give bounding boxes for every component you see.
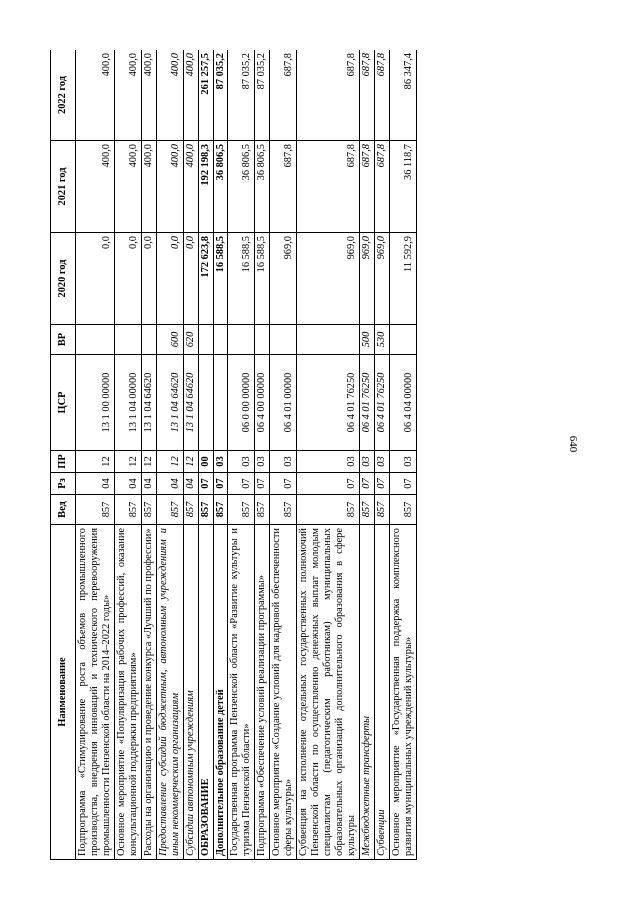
cell-2020: 16 588,5 bbox=[255, 233, 270, 325]
cell-2022: 400,0 bbox=[114, 50, 141, 141]
cell-2022: 261 257,5 bbox=[198, 50, 213, 141]
cell-csr: 06 4 01 76250 bbox=[297, 355, 360, 451]
cell-name: Субсидии автономным учреждениям bbox=[183, 525, 198, 860]
cell-vr bbox=[76, 325, 115, 355]
cell-2021: 687,8 bbox=[270, 141, 297, 233]
cell-vr: 620 bbox=[183, 325, 198, 355]
cell-rz: 04 bbox=[114, 473, 141, 495]
header-csr: ЦСР bbox=[51, 355, 76, 451]
cell-rz: 04 bbox=[156, 473, 183, 495]
cell-name: ОБРАЗОВАНИЕ bbox=[198, 525, 213, 860]
cell-pr: 03 bbox=[389, 451, 416, 473]
cell-2020: 16 588,5 bbox=[213, 233, 228, 325]
cell-pr: 12 bbox=[156, 451, 183, 473]
cell-pr: 03 bbox=[270, 451, 297, 473]
cell-name: Основное мероприятие «Создание условий для кадровой обеспеченности сферы культуры» bbox=[270, 525, 297, 860]
table-row bbox=[114, 50, 141, 860]
cell-ved: 857 bbox=[156, 495, 183, 525]
cell-2022: 400,0 bbox=[156, 50, 183, 141]
cell-pr: 03 bbox=[255, 451, 270, 473]
cell-csr: 13 1 04 00000 bbox=[114, 355, 141, 451]
cell-name: Субвенции bbox=[374, 525, 389, 860]
cell-2022: 687,8 bbox=[374, 50, 389, 141]
cell-2020: 0,0 bbox=[114, 233, 141, 325]
header-name: Наименование bbox=[51, 525, 76, 860]
cell-name: Субвенция на исполнение отдельных государственных полномочий Пензенской области по осуществлению денежных выплат молодым специалистам (педагогическим работникам) муниципальных образовательных организаций дополнительного образования в сфере культуры bbox=[297, 525, 360, 860]
header-2021: 2021 год bbox=[51, 141, 76, 233]
cell-name: Основное мероприятие «Государственная поддержка комплексного развития муниципальных учреждений культуры» bbox=[389, 525, 416, 860]
cell-pr: 03 bbox=[213, 451, 228, 473]
cell-vr bbox=[297, 325, 360, 355]
cell-2021: 400,0 bbox=[183, 141, 198, 233]
cell-vr bbox=[270, 325, 297, 355]
cell-name: Основное мероприятие «Популяризация рабочих профессий, оказание консультационной поддержки предприятиям» bbox=[114, 525, 141, 860]
header-ved: Вед bbox=[51, 495, 76, 525]
cell-pr: 03 bbox=[360, 451, 375, 473]
cell-pr: 03 bbox=[228, 451, 255, 473]
cell-2020: 969,0 bbox=[270, 233, 297, 325]
cell-vr: 600 bbox=[156, 325, 183, 355]
cell-2020: 969,0 bbox=[360, 233, 375, 325]
cell-2022: 87 035,2 bbox=[228, 50, 255, 141]
cell-2022: 687,8 bbox=[270, 50, 297, 141]
cell-2022: 687,8 bbox=[360, 50, 375, 141]
header-pr: ПР bbox=[51, 451, 76, 473]
table-header-row bbox=[51, 50, 76, 860]
cell-2020: 172 623,8 bbox=[198, 233, 213, 325]
cell-ved: 857 bbox=[183, 495, 198, 525]
cell-ved: 857 bbox=[114, 495, 141, 525]
cell-ved: 857 bbox=[297, 495, 360, 525]
cell-ved: 857 bbox=[141, 495, 156, 525]
cell-pr: 12 bbox=[183, 451, 198, 473]
cell-2020: 969,0 bbox=[374, 233, 389, 325]
cell-csr: 06 4 04 00000 bbox=[389, 355, 416, 451]
cell-rz: 07 bbox=[213, 473, 228, 495]
cell-ved: 857 bbox=[228, 495, 255, 525]
cell-name: Подпрограмма «Обеспечение условий реализации программы» bbox=[255, 525, 270, 860]
table-row bbox=[389, 50, 416, 860]
cell-pr: 12 bbox=[114, 451, 141, 473]
cell-vr bbox=[228, 325, 255, 355]
page-content bbox=[50, 50, 560, 860]
cell-name: Дополнительное образование детей bbox=[213, 525, 228, 860]
cell-2020: 11 592,9 bbox=[389, 233, 416, 325]
cell-vr bbox=[213, 325, 228, 355]
cell-2022: 687,8 bbox=[297, 50, 360, 141]
cell-rz: 07 bbox=[198, 473, 213, 495]
cell-vr bbox=[141, 325, 156, 355]
cell-vr bbox=[389, 325, 416, 355]
table-row bbox=[374, 50, 389, 860]
cell-pr: 03 bbox=[297, 451, 360, 473]
cell-vr bbox=[255, 325, 270, 355]
cell-csr: 13 1 04 64620 bbox=[141, 355, 156, 451]
cell-2022: 87 035,2 bbox=[213, 50, 228, 141]
table-row bbox=[360, 50, 375, 860]
cell-rz: 07 bbox=[255, 473, 270, 495]
cell-csr: 06 4 01 76250 bbox=[374, 355, 389, 451]
header-vr: ВР bbox=[51, 325, 76, 355]
cell-2021: 400,0 bbox=[156, 141, 183, 233]
table-row bbox=[141, 50, 156, 860]
cell-pr: 12 bbox=[76, 451, 115, 473]
cell-pr: 03 bbox=[374, 451, 389, 473]
table-row bbox=[213, 50, 228, 860]
cell-2020: 0,0 bbox=[76, 233, 115, 325]
table-body bbox=[76, 50, 417, 860]
cell-rz: 07 bbox=[360, 473, 375, 495]
cell-csr: 13 1 04 64620 bbox=[183, 355, 198, 451]
cell-vr bbox=[198, 325, 213, 355]
cell-vr bbox=[114, 325, 141, 355]
cell-2020: 0,0 bbox=[156, 233, 183, 325]
cell-2022: 87 035,2 bbox=[255, 50, 270, 141]
cell-csr: 06 0 00 00000 bbox=[228, 355, 255, 451]
table-row bbox=[183, 50, 198, 860]
cell-ved: 857 bbox=[389, 495, 416, 525]
cell-csr: 13 1 04 64620 bbox=[156, 355, 183, 451]
cell-name: Подпрограмма «Стимулирование роста объемов промышленного производства, внедрения инноваций и технического перевооружения промышленности Пензенской области на 2014–2022 годы» bbox=[76, 525, 115, 860]
cell-csr: 13 1 00 00000 bbox=[76, 355, 115, 451]
table-row bbox=[270, 50, 297, 860]
cell-name: Межбюджетные трансферты bbox=[360, 525, 375, 860]
cell-rz: 07 bbox=[297, 473, 360, 495]
cell-ved: 857 bbox=[213, 495, 228, 525]
table-row bbox=[198, 50, 213, 860]
cell-2021: 400,0 bbox=[141, 141, 156, 233]
cell-2022: 400,0 bbox=[141, 50, 156, 141]
cell-name: Государственная программа Пензенской области «Развитие культуры и туризма Пензенской области» bbox=[228, 525, 255, 860]
table-row bbox=[228, 50, 255, 860]
cell-2022: 86 347,4 bbox=[389, 50, 416, 141]
cell-2022: 400,0 bbox=[76, 50, 115, 141]
cell-rz: 07 bbox=[374, 473, 389, 495]
cell-2021: 400,0 bbox=[114, 141, 141, 233]
cell-vr: 500 bbox=[360, 325, 375, 355]
cell-csr bbox=[213, 355, 228, 451]
table-row bbox=[156, 50, 183, 860]
cell-2020: 16 588,5 bbox=[228, 233, 255, 325]
cell-name: Расходы на организацию и проведение конкурса «Лучший по профессии» bbox=[141, 525, 156, 860]
cell-2021: 36 118,7 bbox=[389, 141, 416, 233]
cell-pr: 12 bbox=[141, 451, 156, 473]
cell-ved: 857 bbox=[270, 495, 297, 525]
cell-ved: 857 bbox=[198, 495, 213, 525]
cell-2022: 400,0 bbox=[183, 50, 198, 141]
cell-rz: 07 bbox=[228, 473, 255, 495]
table-row bbox=[297, 50, 360, 860]
cell-rz: 04 bbox=[141, 473, 156, 495]
cell-2021: 36 806,5 bbox=[213, 141, 228, 233]
cell-ved: 857 bbox=[255, 495, 270, 525]
cell-2020: 969,0 bbox=[297, 233, 360, 325]
cell-2021: 687,8 bbox=[360, 141, 375, 233]
page-number: 640 bbox=[567, 435, 579, 453]
cell-csr: 06 4 01 76250 bbox=[360, 355, 375, 451]
rotated-table-container bbox=[50, 50, 560, 860]
budget-table bbox=[50, 50, 417, 860]
header-rz: Рз bbox=[51, 473, 76, 495]
cell-csr bbox=[198, 355, 213, 451]
cell-2021: 36 806,5 bbox=[228, 141, 255, 233]
table-row bbox=[76, 50, 115, 860]
header-2022: 2022 год bbox=[51, 50, 76, 141]
cell-rz: 07 bbox=[270, 473, 297, 495]
cell-2021: 687,8 bbox=[297, 141, 360, 233]
cell-2020: 0,0 bbox=[183, 233, 198, 325]
cell-2021: 687,8 bbox=[374, 141, 389, 233]
cell-rz: 04 bbox=[76, 473, 115, 495]
cell-2021: 192 198,3 bbox=[198, 141, 213, 233]
cell-2021: 36 806,5 bbox=[255, 141, 270, 233]
cell-2021: 400,0 bbox=[76, 141, 115, 233]
cell-csr: 06 4 00 00000 bbox=[255, 355, 270, 451]
cell-pr: 00 bbox=[198, 451, 213, 473]
cell-vr: 530 bbox=[374, 325, 389, 355]
cell-rz: 07 bbox=[389, 473, 416, 495]
cell-name: Предоставление субсидий бюджетным, автономным учреждениям и иным некоммерческим организациям bbox=[156, 525, 183, 860]
cell-ved: 857 bbox=[76, 495, 115, 525]
cell-ved: 857 bbox=[374, 495, 389, 525]
table-row bbox=[255, 50, 270, 860]
header-2020: 2020 год bbox=[51, 233, 76, 325]
cell-2020: 0,0 bbox=[141, 233, 156, 325]
cell-rz: 04 bbox=[183, 473, 198, 495]
cell-csr: 06 4 01 00000 bbox=[270, 355, 297, 451]
cell-ved: 857 bbox=[360, 495, 375, 525]
